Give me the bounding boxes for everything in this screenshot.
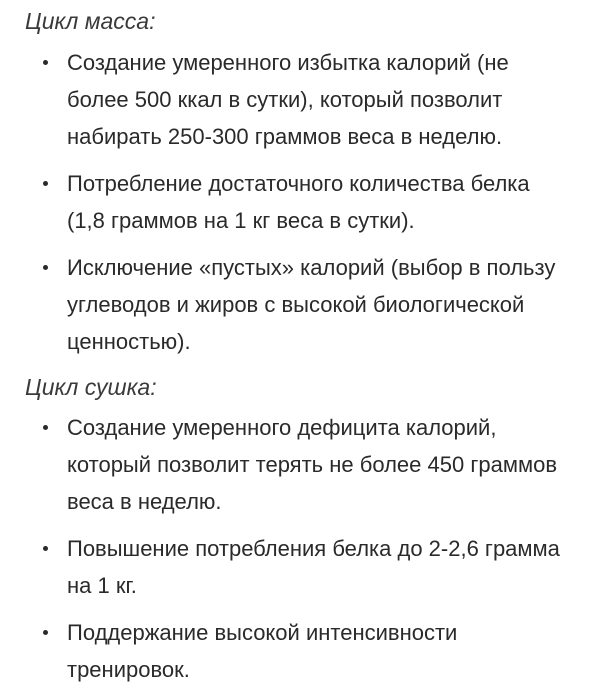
bullet-dot [43,60,48,65]
bullet-dot [43,181,48,186]
list-item [0,249,597,360]
cut-cycle-list [0,409,597,688]
bullet-dot [43,265,48,270]
list-item [0,409,597,520]
list-item [0,530,597,604]
bullet-dot [43,425,48,430]
list-item-text: Поддержание высокой интенсивности тренировок. [67,620,458,682]
section-heading-mass: Цикл масса: [25,8,156,34]
list-item [0,165,597,239]
mass-cycle-list [0,44,597,360]
list-item [0,614,597,688]
section-heading-cut: Цикл сушка: [25,374,157,400]
list-item-text: Исключение «пустых» калорий (выбор в пользу углеводов и жиров с высокой биологической ценностью). [67,255,556,354]
bullet-dot [43,630,48,635]
list-item [0,44,597,155]
list-item-text: Создание умеренного избытка калорий (не более 500 ккал в сутки), который позволит набирать 250-300 граммов веса в неделю. [67,50,509,149]
list-item-text: Потребление достаточного количества белка (1,8 граммов на 1 кг веса в сутки). [67,171,530,233]
bullet-dot [43,546,48,551]
list-item-text: Создание умеренного дефицита калорий, который позволит терять не более 450 граммов веса в неделю. [67,415,558,514]
list-item-text: Повышение потребления белка до 2-2,6 грамма на 1 кг. [67,536,560,598]
